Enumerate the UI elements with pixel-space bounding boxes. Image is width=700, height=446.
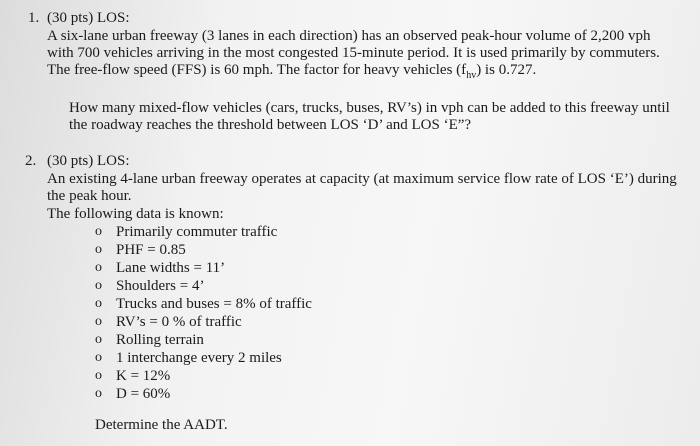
question-1-prompt-1: How many mixed-flow vehicles (cars, trucks, buses, RV’s) in vph can be added to this freeway until bbox=[69, 100, 670, 116]
list-item: RV’s = 0 % of traffic bbox=[116, 314, 242, 330]
question-2-closing: Determine the AADT. bbox=[95, 417, 228, 433]
fhv-subscript: hv bbox=[466, 70, 477, 81]
question-1-prompt-2: the roadway reaches the threshold between LOS ‘D’ and LOS ‘E”? bbox=[69, 117, 472, 133]
question-1-number: 1. bbox=[28, 10, 40, 26]
list-bullet: o bbox=[95, 350, 102, 365]
question-1-line-3-text: The free-flow speed (FFS) is 60 mph. The factor for heavy vehicles (f bbox=[47, 62, 467, 78]
list-bullet: o bbox=[95, 224, 102, 239]
question-2-line-1: An existing 4-lane urban freeway operates at capacity (at maximum service flow rate of LOS ‘E’) during bbox=[47, 171, 677, 187]
list-item: K = 12% bbox=[116, 368, 171, 384]
question-1-heading: (30 pts) LOS: bbox=[47, 10, 130, 26]
list-item: Trucks and buses = 8% of traffic bbox=[116, 296, 312, 312]
list-item: D = 60% bbox=[116, 386, 171, 402]
question-1-line-3 bbox=[47, 62, 537, 81]
list-bullet: o bbox=[95, 260, 102, 275]
list-bullet: o bbox=[95, 386, 102, 401]
list-bullet: o bbox=[95, 278, 102, 293]
list-bullet: o bbox=[95, 368, 102, 383]
list-item: Lane widths = 11’ bbox=[116, 260, 226, 276]
question-2-line-3: The following data is known: bbox=[47, 206, 224, 222]
question-1-line-3-tail: ) is 0.727. bbox=[476, 62, 537, 78]
list-bullet: o bbox=[95, 296, 102, 311]
list-item: PHF = 0.85 bbox=[116, 242, 186, 258]
list-item: Rolling terrain bbox=[116, 332, 204, 348]
list-item: Shoulders = 4’ bbox=[116, 278, 205, 294]
list-item: Primarily commuter traffic bbox=[116, 224, 278, 240]
question-1-line-1: A six-lane urban freeway (3 lanes in each direction) has an observed peak-hour volume of 2,200 vph bbox=[47, 28, 651, 44]
question-2-heading: (30 pts) LOS: bbox=[47, 153, 130, 169]
list-bullet: o bbox=[95, 332, 102, 347]
question-2-line-2: the peak hour. bbox=[47, 188, 132, 204]
list-bullet: o bbox=[95, 314, 102, 329]
question-1-line-2: with 700 vehicles arriving in the most congested 15-minute period. It is used primarily by commuters. bbox=[47, 45, 660, 61]
list-bullet: o bbox=[95, 242, 102, 257]
question-2-number: 2. bbox=[25, 153, 37, 169]
list-item: 1 interchange every 2 miles bbox=[116, 350, 282, 366]
